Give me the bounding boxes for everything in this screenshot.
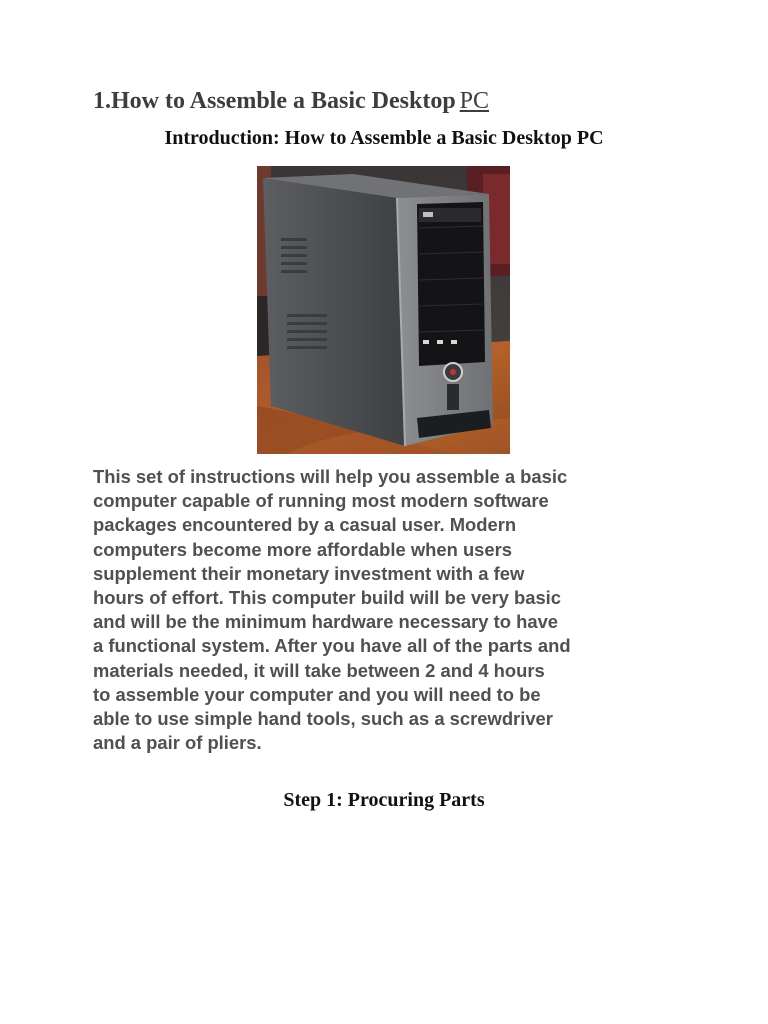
paragraph-line: packages encountered by a casual user. Modern	[93, 514, 517, 536]
step-1-heading: Step 1: Procuring Parts	[283, 789, 485, 811]
paragraph-line: able to use simple hand tools, such as a screwdriver	[93, 708, 553, 730]
paragraph-line: hours of effort. This computer build will be very basic	[93, 587, 562, 609]
paragraph-line: to assemble your computer and you will need to be	[93, 683, 541, 705]
introduction-paragraph	[93, 465, 683, 755]
paragraph-line: computer capable of running most modern software	[93, 490, 549, 512]
document-title-text: 1.How to Assemble a Basic Desktop	[93, 88, 456, 114]
introduction-heading: Introduction: How to Assemble a Basic Desktop PC	[164, 127, 604, 149]
desktop-pc-photo	[257, 166, 510, 454]
paragraph-line: and a pair of pliers.	[93, 732, 262, 754]
paragraph-line: supplement their monetary investment with a few	[93, 562, 525, 584]
paragraph-line: and will be the minimum hardware necessary to have	[93, 611, 559, 633]
paragraph-line: This set of instructions will help you assemble a basic	[93, 466, 568, 487]
paragraph-line: a functional system. After you have all of the parts and	[93, 635, 571, 657]
paragraph-line: materials needed, it will take between 2 and 4 hours	[93, 659, 545, 681]
document-title	[93, 88, 489, 115]
title-link-pc[interactable]: PC	[459, 88, 490, 114]
desktop-tower-pc-icon	[257, 166, 510, 454]
paragraph-line: computers become more affordable when users	[93, 538, 513, 560]
